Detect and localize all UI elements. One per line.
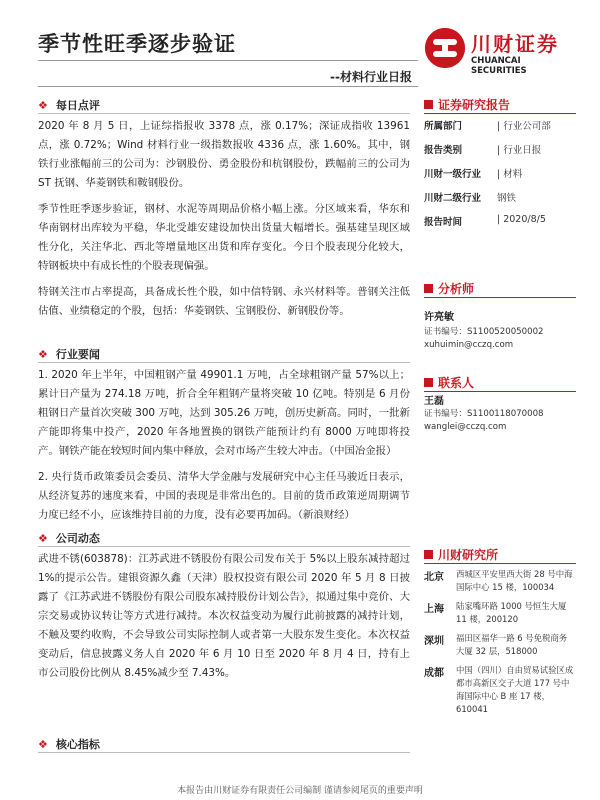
- report-title: 季节性旺季逐步验证: [38, 31, 236, 56]
- diamond-bullet-icon: ❖: [38, 738, 48, 751]
- paragraph: 特钢关注市占率提高，具备成长性个股，如中信特钢、永兴材料等。普钢关注低估值、业绩稳定的个股，包括：华菱钢铁、宝钢股份、新钢股份等。: [38, 286, 410, 317]
- page-footer-disclaimer: 本报告由川财证券有限责任公司编制 谨请参阅尾页的重要声明: [177, 786, 423, 796]
- paragraph: 2020 年 8 月 5 日，上证综指报收 3378 点，涨 0.17%；深证成指收 13961 点，涨 0.72%；Wind 材料行业一级指数报收 4336 点，涨 1.60%。其中，钢铁行业涨幅前三的公司为：沙钢股份、勇金股份和杭钢股份，跌幅前三的公司为 ST 抚钢、华菱钢铁和鞍钢股份。: [38, 120, 410, 189]
- diamond-bullet-icon: ❖: [38, 532, 48, 545]
- title-divider: [38, 60, 418, 61]
- section-divider: [38, 362, 410, 363]
- sidebar-heading-report: 证券研究报告: [424, 96, 510, 113]
- logo-text-cn: 川财证券: [471, 32, 559, 56]
- logo-text-en: CHUANCAI SECURITIES: [471, 56, 527, 76]
- sidebar-heading-institute: 川财研究所: [424, 546, 498, 563]
- info-row-department: 所属部门 | 行业公司部: [424, 121, 551, 132]
- paragraph: 武进不锈(603878)：江苏武进不锈股份有限公司发布关于 5%以上股东减持超过 1%的提示公告。建银资源久鑫（天津）股权投资有限公司 2020 年 5 月 8 日披露了《江苏武进不锈股份有限公司股东减持股份计划公告》，拟通过集中竞价、大宗交易或协议转让等方式进行减持。本次权益变动为履行此前披露的减持计划，不触及要约收购，不会导致公司实际控制人或者第一大股东发生变化。本次权益变动后，信息披露义务人自 2020 年 6 月 10 日至 2020 年 8 月 4 日，持有上市公司股份比例从 8.45%减少至 7.43%。: [38, 553, 410, 679]
- section-heading-industry-news: ❖ 行业要闻: [38, 348, 100, 361]
- daily-comment-body: [38, 117, 410, 328]
- info-row-industry-l2: 川财二级行业 钢铁: [424, 193, 517, 204]
- office-beijing: 北京 西城区平安里西大街 28 号中海国际中心 15 楼，100034: [424, 569, 573, 592]
- paragraph: 1. 2020 年上半年，中国粗钢产量 49901.1 万吨，占全球粗钢产量 57%以上；累计日产量为 274.18 万吨，折合全年粗钢产量将突破 10 亿吨。特别是 6 月份粗钢日产量首次突破 300 万吨，达到 305.26 万吨，创历史新高。同时，一批新产能即将集中投产，2020 年各地置换的钢铁产能预计约有 8000 万吨即将投产。钢铁产能在较短时间内集中释放，会对市场产生较大冲击。（中国冶金报）: [38, 369, 410, 457]
- company-logo: [425, 26, 575, 76]
- section-divider: [38, 752, 410, 753]
- company-news-body: [38, 550, 410, 690]
- contact-cert: 证书编号：S1100118070008: [424, 409, 544, 419]
- contact-email[interactable]: wanglei@cczq.com: [424, 422, 507, 432]
- section-heading-core-indicators: ❖ 核心指标: [38, 738, 100, 751]
- paragraph: 季节性旺季逐步验证，钢材、水泥等周期品价格小幅上涨。分区域来看，华东和华南钢材出库较为平稳，华北受雄安建设加快出货量大幅增长。强基建呈现区域性分化，关注华北、西北等增量地区出货和库存变化。今日个股表现分化较大，特钢板块中有成长性的个股表现偏强。: [38, 203, 410, 272]
- section-divider: [38, 113, 410, 114]
- sidebar-divider: [424, 113, 576, 114]
- red-square-icon: [424, 550, 433, 559]
- red-square-icon: [424, 100, 433, 109]
- paragraph: 2. 央行货币政策委员会委员、清华大学金融与发展研究中心主任马骏近日表示，从经济复苏的速度来看，中国的表现是非常出色的。目前的货币政策逆周期调节力度已经不小，应该维持目前的力度，没有必要再加码。（新浪财经）: [38, 471, 410, 521]
- subtitle-divider: [38, 86, 418, 87]
- sidebar-divider: [424, 563, 576, 564]
- office-shanghai: 上海 陆家嘴环路 1000 号恒生大厦 11 楼，200120: [424, 601, 567, 624]
- analyst-cert: 证书编号：S1100520050002: [424, 327, 544, 337]
- sidebar-heading-analyst: 分析师: [424, 280, 474, 297]
- analyst-email[interactable]: xuhuimin@cczq.com: [424, 340, 514, 350]
- contact-name: 王磊: [424, 396, 444, 407]
- logo-emblem-icon: [425, 28, 465, 68]
- info-row-industry-l1: 川财一级行业 | 材料: [424, 169, 523, 180]
- info-row-report-date: 报告时间 | 2020/8/5: [424, 214, 546, 228]
- industry-news-body: [38, 366, 410, 532]
- office-shenzhen: 深圳 福田区福华一路 6 号免税商务大厦 32 层，518000: [424, 633, 568, 656]
- sidebar-divider: [424, 297, 576, 298]
- red-square-icon: [424, 378, 433, 387]
- red-square-icon: [424, 284, 433, 293]
- analyst-name: 许亮敏: [424, 312, 454, 323]
- contact-info: [424, 392, 576, 434]
- sidebar-heading-contact: 联系人: [424, 374, 474, 391]
- report-info-list: [424, 118, 576, 238]
- section-divider: [38, 546, 410, 547]
- section-heading-daily-comment: ❖ 每日点评: [38, 99, 100, 112]
- office-chengdu: 成都 中国（四川）自由贸易试验区成都市高新区交子大道 177 号中海国际中心 B 座 17 楼，610041: [424, 665, 574, 714]
- report-subtitle: --材料行业日报: [330, 70, 412, 84]
- office-list: [424, 568, 576, 716]
- diamond-bullet-icon: ❖: [38, 348, 48, 361]
- diamond-bullet-icon: ❖: [38, 99, 48, 112]
- section-heading-company-news: ❖ 公司动态: [38, 532, 100, 545]
- analyst-info: [424, 308, 576, 352]
- info-row-report-type: 报告类别 | 行业日报: [424, 145, 542, 156]
